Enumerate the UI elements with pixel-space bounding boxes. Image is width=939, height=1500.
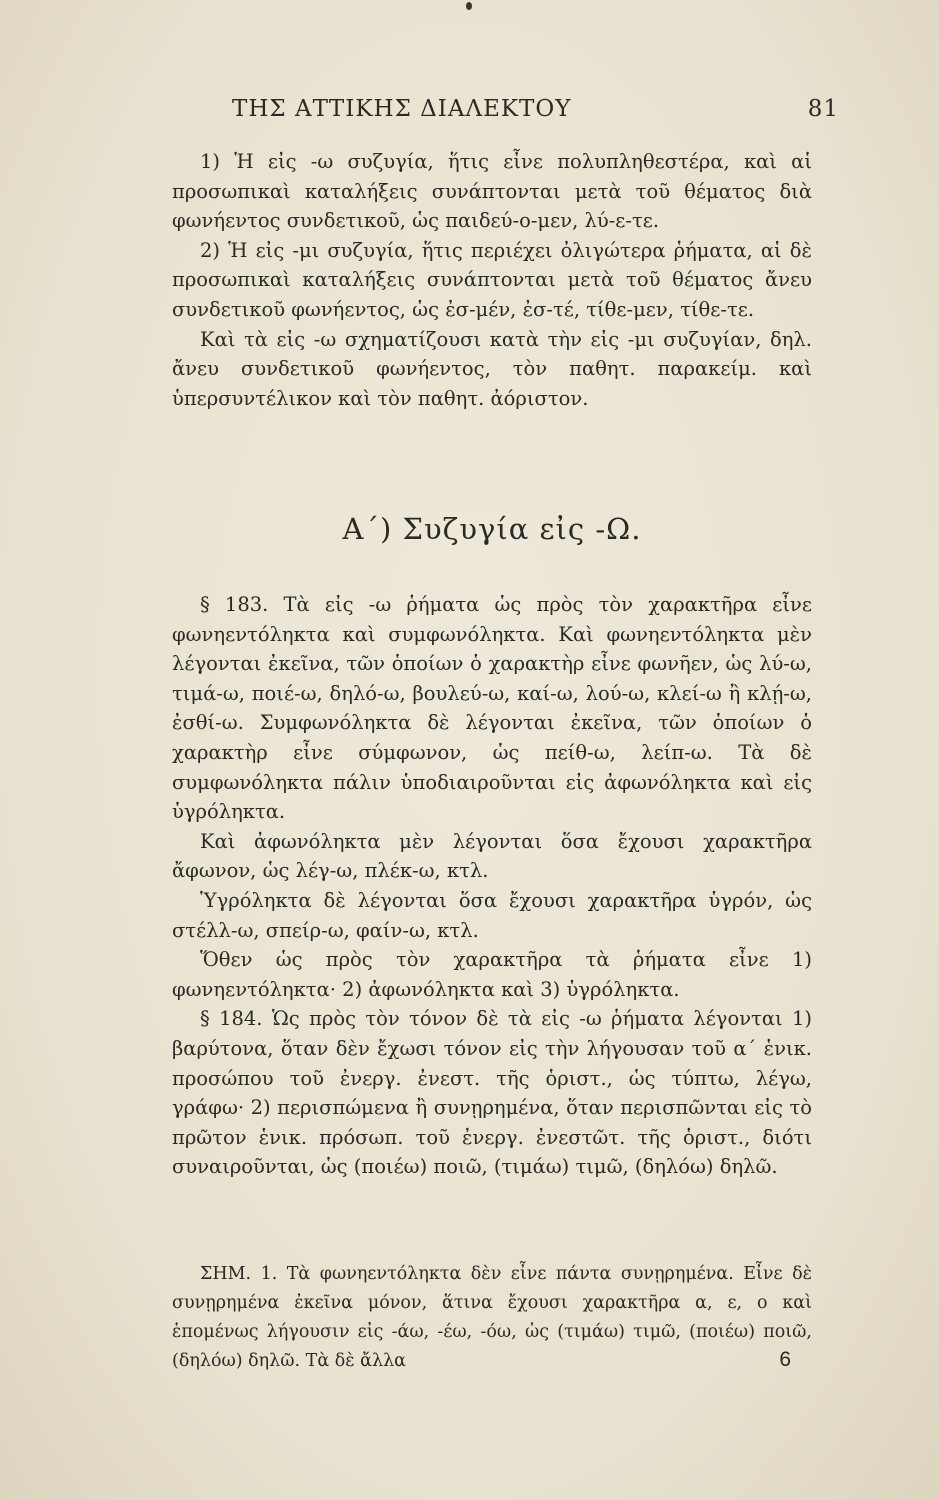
paragraph-184: § 184. Ὡς πρὸς τὸν τόνον δὲ τὰ εἰς -ω ῥήματα λέγονται 1) βαρύτονα, ὅταν δὲν ἔχωσι τόνον εἰς τὴν λήγουσαν τοῦ α΄ ἑνικ. προσώπου τοῦ ἐνεργ. ἐνεστ. τῆς ὁριστ., ὡς τύπτω, λέγω, γράφω· 2) περισπώμενα ἢ συνῃρημένα, ὅταν περισπῶνται εἰς τὸ πρῶτον ἑνικ. πρόσωπ. τοῦ ἐνεργ. ἐνεστῶτ. τῆς ὁριστ., διότι συναιροῦνται, ὡς (ποιέω) ποιῶ, (τιμάω) τιμῶ, (δηλόω) δηλῶ. xyxy=(172,1007,812,1179)
section-heading: Α΄) Συζυγία εἰς -Ω. xyxy=(342,512,642,546)
body-block xyxy=(172,590,812,1182)
intro-paragraph-3: Καὶ τὰ εἰς -ω σχηματίζουσι κατὰ τὴν εἰς -μι συζυγίαν, δηλ. ἄνευ συνδετικοῦ φωνήεντος, τὸν παθητ. παρακείμ. καὶ ὑπερσυντέλικον καὶ τὸν παθητ. ἀόριστον. xyxy=(172,327,812,410)
page-number: 81 xyxy=(807,96,839,122)
paragraph-summary: Ὅθεν ὡς πρὸς τὸν χαρακτῆρα τὰ ῥήματα εἶνε 1) φωνηεντόληκτα· 2) ἀφωνόληκτα καὶ 3) ὑγρόληκτα. xyxy=(172,948,812,1001)
intro-paragraph-2: 2) Ἡ εἰς -μι συζυγία, ἥτις περιέχει ὀλιγώτερα ῥήματα, αἱ δὲ προσωπικαὶ καταλήξεις συνάπτονται μετὰ τοῦ θέματος ἄνευ συνδετικοῦ φωνήεντος, ὡς ἐσ-μέν, ἐσ-τέ, τίθε-μεν, τίθε-τε. xyxy=(172,238,812,321)
intro-block xyxy=(172,147,812,413)
running-title: ΤΗΣ ΑΤΤΙΚΗΣ ΔΙΑΛΕΚΤΟΥ xyxy=(232,96,572,122)
intro-paragraph-1: 1) Ἡ εἰς -ω συζυγία, ἥτις εἶνε πολυπληθεστέρα, καὶ αἱ προσωπικαὶ καταλήξεις συνάπτονται μετὰ τοῦ θέματος διὰ φωνήεντος συνδετικοῦ, ὡς παιδεύ-ο-μεν, λύ-ε-τε. xyxy=(172,150,812,233)
signature-mark: 6 xyxy=(779,1348,791,1371)
paragraph-aphonoleta: Καὶ ἀφωνόληκτα μὲν λέγονται ὅσα ἔχουσι χαρακτῆρα ἄφωνον, ὡς λέγ-ω, πλέκ-ω, κτλ. xyxy=(172,829,812,883)
note-block xyxy=(172,1260,812,1376)
running-header xyxy=(170,96,839,130)
note-1: ΣΗΜ. 1. Τὰ φωνηεντόληκτα δὲν εἶνε πάντα συνῃρημένα. Εἶνε δὲ συνῃρημένα ἐκεῖνα μόνον, ἅτινα ἔχουσι χαρακτῆρα α, ε, ο καὶ ἑπομένως λήγουσιν εἰς -άω, -έω, -όω, ὡς (τιμάω) τιμῶ, (ποιέω) ποιῶ, (δηλόω) δηλῶ. Τὰ δὲ ἄλλα xyxy=(172,1264,812,1371)
paragraph-183: § 183. Τὰ εἰς -ω ῥήματα ὡς πρὸς τὸν χαρακτῆρα εἶνε φωνηεντόληκτα καὶ συμφωνόληκτα. Καὶ φωνηεντόληκτα μὲν λέγονται ἐκεῖνα, τῶν ὁποίων ὁ χαρακτὴρ εἶνε φωνῆεν, ὡς λύ-ω, τιμά-ω, ποιέ-ω, δηλό-ω, βουλεύ-ω, καί-ω, λού-ω, κλεί-ω ἢ κλῄ-ω, ἐσθί-ω. Συμφωνόληκτα δὲ λέγονται ἐκεῖνα, τῶν ὁποίων ὁ χαρακτὴρ εἶνε σύμφωνον, ὡς πείθ-ω, λείπ-ω. Τὰ δὲ συμφωνόληκτα πάλιν ὑποδιαιροῦνται εἰς ἀφωνόληκτα καὶ εἰς ὑγρόληκτα. xyxy=(172,593,812,824)
ink-dot xyxy=(466,2,472,10)
paragraph-hygroleta: Ὑγρόληκτα δὲ λέγονται ὅσα ἔχουσι χαρακτῆρα ὑγρόν, ὡς στέλλ-ω, σπείρ-ω, φαίν-ω, κτλ. xyxy=(172,888,812,942)
